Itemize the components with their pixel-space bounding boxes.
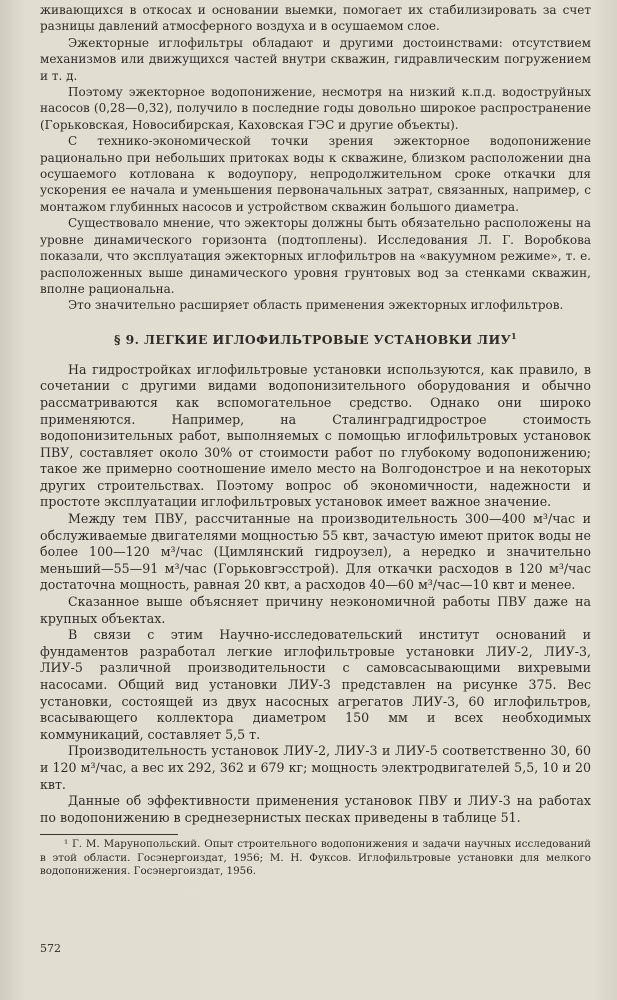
- paragraph-table-reference: Данные об эффективности применения установок ПВУ и ЛИУ-3 на работах по водопонижению в среднезернистых песках приведены в таблице 51.: [40, 793, 591, 825]
- paragraph-ejector-advantages: Эжекторные иглофильтры обладают и другими достоинствами: отсутствием механизмов или движущихся частей внутри скважин, гидравлическим погружением и т. д.: [40, 35, 591, 83]
- paragraph-needle-filter-usage: На гидростройках иглофильтровые установки используются, как правило, в сочетании с другими видами водопонизительного оборудования и обычно рассматриваются как вспомогательное средство. Однако они широко применяются. Например, на Сталинградгидрострое стоимость водопонизительных работ, выполняемых с помощью иглофильтровых установок ПВУ, составляет около 30% от стоимости работ по глубокому водопонижению; такое же примерно соотношение имело место на Волгодонстрое и на некоторых других строительствах. Поэтому вопрос об экономичности, надежности и простоте эксплуатации иглофильтровых установок имеет важное значение.: [40, 361, 591, 510]
- paragraph-ejector-adoption: Поэтому эжекторное водопонижение, несмотря на низкий к.п.д. водоструйных насосов (0,28—0,32), получило в последние годы довольно широкое распространение (Горьковская, Новосибирская, Каховская ГЭС и другие объекты).: [40, 85, 591, 132]
- paragraph-economic-rationale: С технико-экономической точки зрения эжекторное водопонижение рационально при небольших притоках воды к скважине, близком расположении дна осушаемого котлована к водоупору, непродолжительном сроке откачки для ускорения ее начала и уменьшения первоначальных затрат, связанных, например, с монтажом глубинных насосов и устройством скважин большого диаметра.: [40, 134, 591, 214]
- footnote-mark: 1: [511, 330, 518, 341]
- paragraph-pvu-capacity: Между тем ПВУ, рассчитанные на производительность 300—400 м³/час и обслуживаемые двигателями мощностью 55 квт, зачастую имеют приток воды не более 100—120 м³/час (Цимлянский гидроузел), а нередко и значительно меньший—55—91 м³/час (Горьковгэсстрой). Для откачки расходов в 120 м³/час достаточна мощность, равная 20 квт, а расходов 40—60 м³/час—10 квт и менее.: [40, 511, 591, 593]
- section-heading: [40, 332, 591, 347]
- section-heading-text: § 9. ЛЕГКИЕ ИГЛОФИЛЬТРОВЫЕ УСТАНОВКИ ЛИУ: [113, 331, 512, 347]
- paragraph-continued: живающихся в откосах и основании выемки, помогает их стабилизировать за счет разницы давлений атмосферного воздуха и в осушаемом слое.: [40, 3, 591, 34]
- footnote: ¹ Г. М. Марунопольский. Опыт строительного водопонижения и задачи научных исследований в этой области. Госэнергоиздат, 1956; М. Н. Фуксов. Иглофильтровые установки для мелкого водопонижения. Госэнергоиздат, 1956.: [40, 838, 591, 878]
- paragraph-pvu-inefficiency: Сказанное выше объясняет причину неэкономичной работы ПВУ даже на крупных объектах.: [40, 594, 591, 626]
- paragraph-vacuum-mode: Существовало мнение, что эжекторы должны быть обязательно расположены на уровне динамического горизонта (подтоплены). Исследования Л. Г. Воробкова показали, что эксплуатация эжекторных иглофильтров на «вакуумном режиме», т. е. расположенных выше динамического уровня грунтовых вод за стенками скважин, вполне рациональна.: [40, 216, 591, 296]
- paragraph-liu-specs: Производительность установок ЛИУ-2, ЛИУ-3 и ЛИУ-5 соответственно 30, 60 и 120 м³/час, а вес их 292, 362 и 679 кг; мощность электродвигателей 5,5, 10 и 20 квт.: [40, 743, 591, 792]
- page-number: 572: [40, 942, 61, 955]
- paragraph-scope-expansion: Это значительно расширяет область применения эжекторных иглофильтров.: [68, 298, 564, 313]
- footnote-divider: [40, 834, 178, 835]
- paragraph-liu-development: В связи с этим Научно-исследовательский институт оснований и фундаментов разработал легкие иглофильтровые установки ЛИУ-2, ЛИУ-3, ЛИУ-5 различной производительности с самовсасывающими вихревыми насосами. Общий вид установки ЛИУ-3 представлен на рисунке 375. Вес установки, состоящей из двух насосных агрегатов ЛИУ-3, 60 иглофильтров, всасывающего коллектора диаметром 150 мм и всех необходимых коммуникаций, составляет 5,5 т.: [40, 627, 591, 742]
